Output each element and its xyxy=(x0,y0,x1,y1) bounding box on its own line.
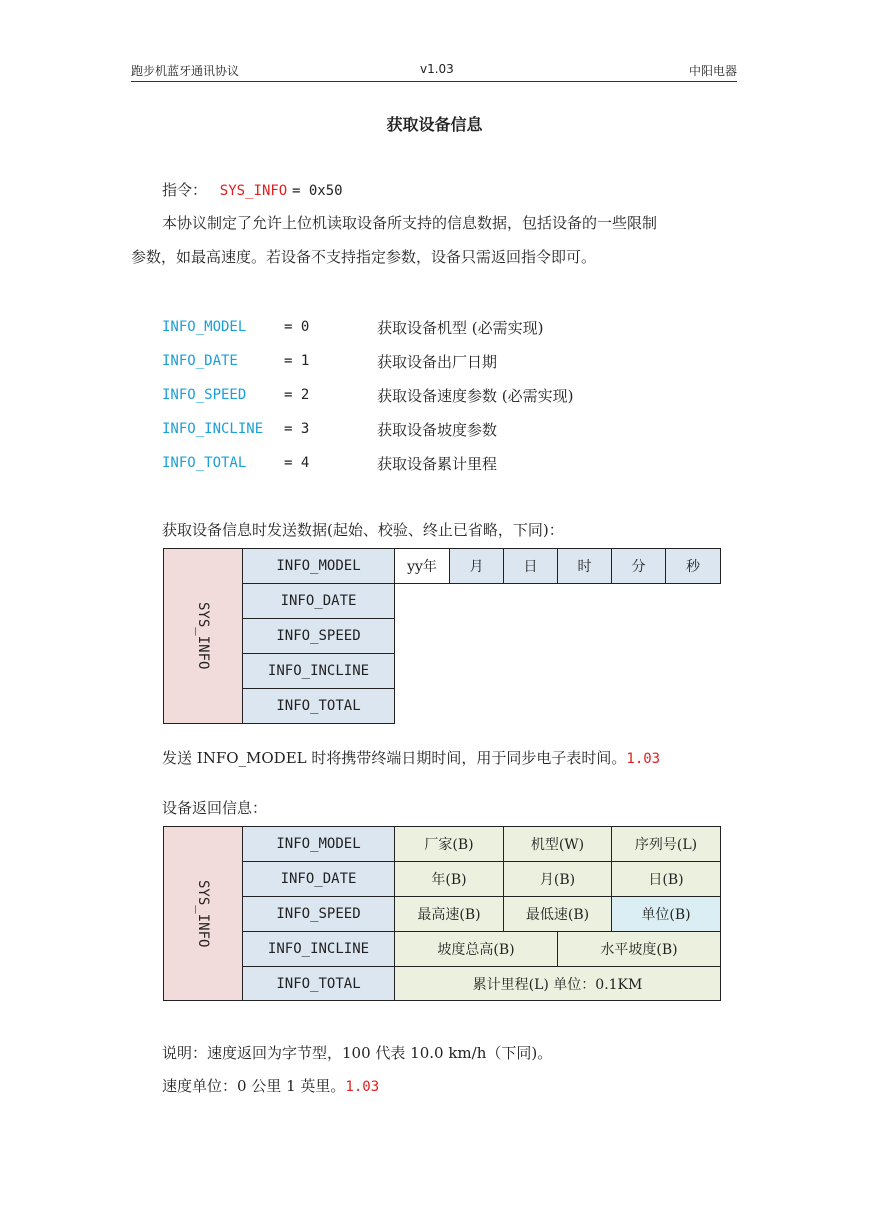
return-speed-max: 最高速(B) xyxy=(394,896,504,932)
send-row-label: INFO_INCLINE xyxy=(242,653,395,689)
definition-desc: 获取设备累计里程 xyxy=(377,455,498,473)
intro-line-1: 本协议制定了允许上位机读取设备所支持的信息数据，包括设备的一些限制 xyxy=(162,214,658,232)
time-field-year: yy年 xyxy=(394,548,450,584)
definition-desc: 获取设备坡度参数 xyxy=(377,421,498,439)
return-row-label: INFO_TOTAL xyxy=(242,966,395,1001)
definition-value: = 0 xyxy=(284,319,310,335)
definition-name: INFO_SPEED xyxy=(162,387,247,403)
page-header xyxy=(131,62,737,82)
page-title: 获取设备信息 xyxy=(386,115,483,134)
send-note-version: 1.03 xyxy=(626,751,661,767)
note-speed-unit-version: 1.03 xyxy=(345,1079,380,1095)
command-name: SYS_INFO xyxy=(219,183,288,199)
command-label: 指令： xyxy=(162,181,208,199)
return-date-day: 日(B) xyxy=(611,861,721,897)
send-caption: 获取设备信息时发送数据(起始、校验、终止已省略，下同)： xyxy=(162,521,564,539)
definition-desc: 获取设备机型 (必需实现) xyxy=(377,319,544,337)
header-company: 中阳电器 xyxy=(688,64,737,78)
return-incline-total: 坡度总高(B) xyxy=(394,931,558,967)
return-speed-unit: 单位(B) xyxy=(611,896,721,932)
definition-desc: 获取设备出厂日期 xyxy=(377,353,498,371)
time-field-month: 月 xyxy=(449,548,504,584)
send-row-label: INFO_DATE xyxy=(242,583,395,619)
command-line xyxy=(162,180,343,201)
intro-line-2: 参数，如最高速度。若设备不支持指定参数，设备只需返回指令即可。 xyxy=(131,248,597,266)
time-field-second: 秒 xyxy=(665,548,721,584)
definition-name: INFO_DATE xyxy=(162,353,238,369)
definition-value: = 3 xyxy=(284,421,310,437)
return-caption: 设备返回信息： xyxy=(162,799,268,817)
return-row-label: INFO_DATE xyxy=(242,861,395,897)
return-incline-level: 水平坡度(B) xyxy=(557,931,721,967)
header-version: v1.03 xyxy=(420,62,454,76)
note-speed-unit xyxy=(162,1076,379,1097)
return-total-distance: 累计里程(L) 单位：0.1KM xyxy=(394,966,721,1001)
return-speed-min: 最低速(B) xyxy=(503,896,612,932)
definition-name: INFO_MODEL xyxy=(162,319,247,335)
header-doc-title: 跑步机蓝牙通讯协议 xyxy=(131,64,240,78)
return-row-label: INFO_SPEED xyxy=(242,896,395,932)
command-value: = 0x50 xyxy=(292,183,343,199)
send-cmd-cell: SYS_INFO xyxy=(163,548,243,724)
return-date-year: 年(B) xyxy=(394,861,504,897)
send-row-label: INFO_TOTAL xyxy=(242,688,395,724)
time-field-hour: 时 xyxy=(557,548,612,584)
send-note xyxy=(162,748,660,769)
return-model-vendor: 厂家(B) xyxy=(394,826,504,862)
note-speed-unit-text: 速度单位：0 公里 1 英里。 xyxy=(162,1077,346,1095)
definition-name: INFO_TOTAL xyxy=(162,455,247,471)
note-speed-type: 说明：速度返回为字节型，100 代表 10.0 km/h（下同)。 xyxy=(162,1044,553,1062)
send-row-label: INFO_SPEED xyxy=(242,618,395,654)
send-note-text: 发送 INFO_MODEL 时将携带终端日期时间，用于同步电子表时间。 xyxy=(162,749,627,767)
return-cmd-cell: SYS_INFO xyxy=(163,826,243,1001)
definition-name: INFO_INCLINE xyxy=(162,421,264,437)
return-date-month: 月(B) xyxy=(503,861,612,897)
return-model-type: 机型(W) xyxy=(503,826,612,862)
definition-value: = 2 xyxy=(284,387,310,403)
definition-value: = 4 xyxy=(284,455,310,471)
time-field-minute: 分 xyxy=(611,548,666,584)
send-row-label: INFO_MODEL xyxy=(242,548,395,584)
definition-desc: 获取设备速度参数 (必需实现) xyxy=(377,387,574,405)
return-row-label: INFO_INCLINE xyxy=(242,931,395,967)
time-field-day: 日 xyxy=(503,548,558,584)
return-row-label: INFO_MODEL xyxy=(242,826,395,862)
definition-value: = 1 xyxy=(284,353,310,369)
return-model-serial: 序列号(L) xyxy=(611,826,721,862)
